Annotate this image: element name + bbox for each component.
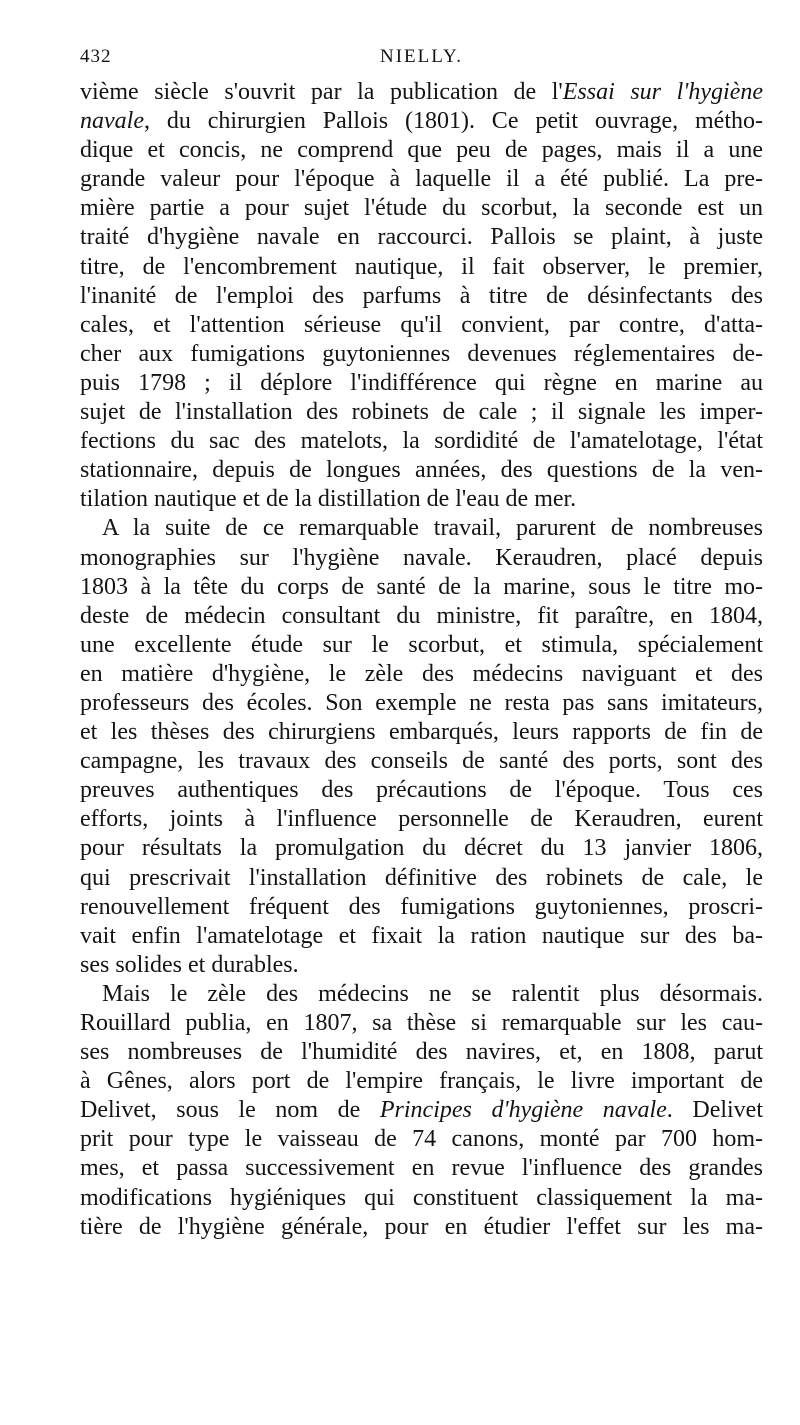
text-run: à Gênes, alors port de l'empire français, le livre important de: [80, 1068, 763, 1095]
text-line: [80, 1125, 763, 1154]
text-run: une excellente étude sur le scorbut, et stimula, spécialement: [80, 631, 763, 658]
text-line: [80, 602, 763, 631]
text-line: [80, 398, 763, 427]
text-run: puis 1798 ; il déplore l'indifférence qui règne en marine au: [80, 369, 763, 396]
text-line: [80, 107, 763, 136]
text-run: vait enfin l'amatelotage et fixait la ration nautique sur des ba-: [80, 922, 763, 949]
text-run: efforts, joints à l'influence personnelle de Keraudren, eurent: [80, 806, 763, 833]
text-run: preuves authentiques des précautions de l'époque. Tous ces: [80, 777, 763, 804]
text-line: [80, 369, 763, 398]
text-line: [80, 165, 763, 194]
text-run: pour résultats la promulgation du décret du 13 janvier 1806,: [80, 835, 763, 862]
paragraph: [80, 78, 763, 514]
text-run: professeurs des écoles. Son exemple ne resta pas sans imitateurs,: [80, 689, 763, 716]
text-run: , du chirurgien Pallois (1801). Ce petit ouvrage, métho-: [143, 108, 763, 135]
text-line: [80, 1154, 763, 1183]
paragraph: [80, 980, 763, 1242]
text-line: [80, 194, 763, 223]
running-head: [80, 46, 763, 72]
text-line: [80, 311, 763, 340]
text-run: Mais le zèle des médecins ne se ralentit plus désormais.: [102, 980, 763, 1007]
text-run: cher aux fumigations guytoniennes devenues réglementaires de-: [80, 340, 763, 367]
body-text: [80, 78, 763, 1242]
text-line: [80, 631, 763, 660]
text-run: vième siècle s'ouvrit par la publication de l': [80, 79, 563, 105]
text-line: [80, 136, 763, 165]
text-run: fections du sac des matelots, la sordidité de l'amatelotage, l'état: [80, 428, 763, 455]
text-run: ses nombreuses de l'humidité des navires, et, en 1808, parut: [80, 1039, 763, 1066]
text-line: [80, 282, 763, 311]
italic-title: Essai sur l'hygiène: [562, 79, 763, 105]
text-line: [80, 544, 763, 573]
text-run: tière de l'hygiène générale, pour en étudier l'effet sur les ma-: [80, 1213, 763, 1240]
text-line: [80, 253, 763, 282]
text-line: [80, 864, 763, 893]
text-run: . Delivet: [666, 1097, 764, 1124]
text-line: [80, 747, 763, 776]
text-run: renouvellement fréquent des fumigations guytoniennes, proscri-: [80, 893, 763, 920]
text-run: 1803 à la tête du corps de santé de la marine, sous le titre mo-: [80, 573, 763, 600]
text-line: [80, 951, 763, 980]
text-line: [80, 1038, 763, 1067]
text-line: [80, 514, 763, 543]
text-line: [80, 1184, 763, 1213]
text-run: A la suite de ce remarquable travail, parurent de nombreuses: [102, 515, 763, 542]
running-title: NIELLY.: [380, 46, 463, 67]
text-run: deste de médecin consultant du ministre, fit paraître, en 1804,: [80, 602, 763, 629]
text-line: [80, 980, 763, 1009]
text-line: [80, 427, 763, 456]
page-number: 432: [80, 46, 112, 67]
text-run: ses solides et durables.: [80, 951, 299, 978]
text-line: [80, 1213, 763, 1242]
text-run: sujet de l'installation des robinets de cale ; il signale les imper-: [80, 399, 763, 426]
text-run: mière partie a pour sujet l'étude du scorbut, la seconde est un: [80, 195, 763, 222]
text-run: stationnaire, depuis de longues années, des questions de la ven-: [80, 457, 763, 484]
italic-title: Principes d'hygiène navale: [379, 1097, 667, 1124]
text-run: mes, et passa successivement en revue l'influence des grandes: [80, 1155, 763, 1182]
text-run: grande valeur pour l'époque à laquelle il a été publié. La pre-: [80, 166, 763, 193]
text-run: modifications hygiéniques qui constituent classiquement la ma-: [80, 1184, 763, 1211]
text-line: [80, 776, 763, 805]
paragraph: [80, 514, 763, 980]
text-run: titre, de l'encombrement nautique, il fait observer, le premier,: [80, 253, 763, 280]
text-run: monographies sur l'hygiène navale. Keraudren, placé depuis: [80, 544, 763, 571]
text-line: [80, 922, 763, 951]
text-line: [80, 834, 763, 863]
text-line: [80, 340, 763, 369]
text-run: qui prescrivait l'installation définitive des robinets de cale, le: [80, 864, 763, 891]
text-line: [80, 456, 763, 485]
text-run: Rouillard publia, en 1807, sa thèse si remarquable sur les cau-: [80, 1010, 763, 1036]
text-run: et les thèses des chirurgiens embarqués, leurs rapports de fin de: [80, 719, 763, 746]
text-run: l'inanité de l'emploi des parfums à titre de désinfectants des: [80, 282, 763, 309]
text-line: [80, 689, 763, 718]
text-line: [80, 1009, 763, 1038]
text-line: [80, 718, 763, 747]
text-run: en matière d'hygiène, le zèle des médecins naviguant et des: [80, 660, 763, 687]
text-line: [80, 573, 763, 602]
text-line: [80, 1096, 763, 1125]
text-run: tilation nautique et de la distillation de l'eau de mer.: [80, 486, 577, 513]
text-run: prit pour type le vaisseau de 74 canons, monté par 700 hom-: [80, 1126, 763, 1153]
text-run: dique et concis, ne comprend que peu de pages, mais il a une: [80, 137, 763, 164]
text-line: [80, 893, 763, 922]
text-run: campagne, les travaux des conseils de santé des ports, sont des: [80, 748, 763, 775]
italic-title: navale: [80, 108, 144, 135]
text-run: cales, et l'attention sérieuse qu'il convient, par contre, d'atta-: [80, 311, 763, 338]
text-line: [80, 1067, 763, 1096]
text-line: [80, 223, 763, 252]
text-line: [80, 485, 763, 514]
text-line: [80, 78, 763, 107]
text-line: [80, 805, 763, 834]
text-run: traité d'hygiène navale en raccourci. Pallois se plaint, à juste: [80, 224, 763, 251]
text-run: Delivet, sous le nom de: [80, 1097, 380, 1124]
text-line: [80, 660, 763, 689]
